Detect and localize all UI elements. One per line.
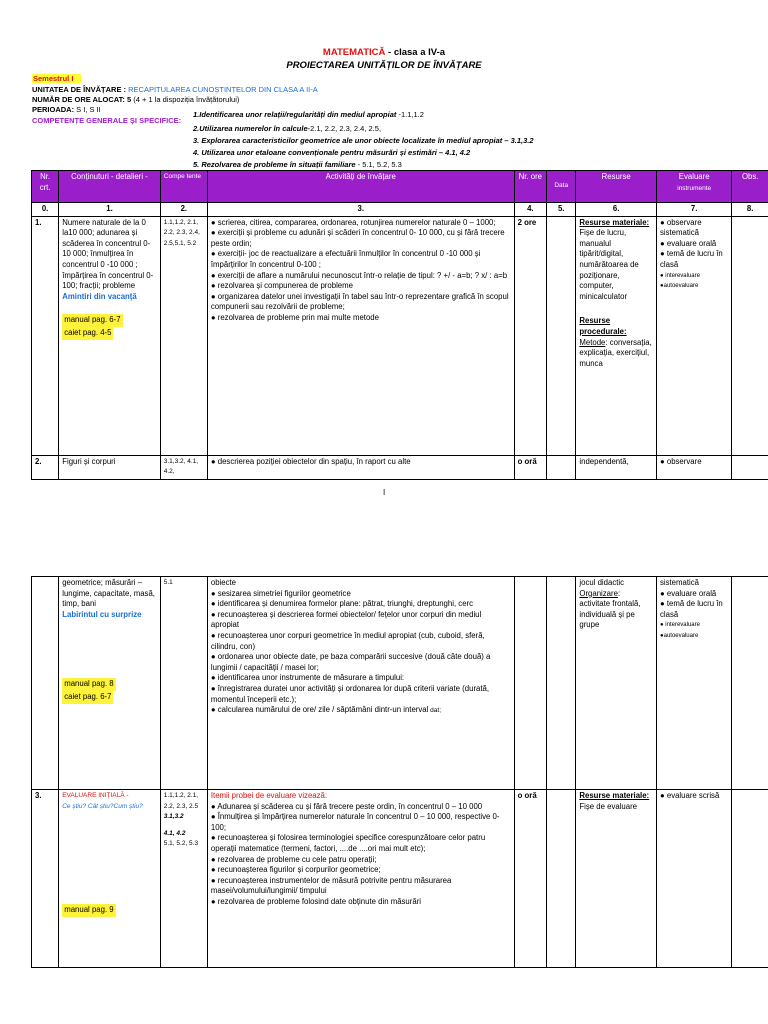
- row2b-date: [547, 577, 576, 790]
- resources-materials-title: Resurse materiale:: [579, 791, 650, 800]
- row1-caiet: caiet pag. 4-5: [62, 327, 113, 340]
- row2-obs: [732, 455, 768, 479]
- activity-item: ● organizarea datelor unei investigații în tabel sau într-o reprezentare grafică în scopul compunerii sau rezolvării de probleme;: [210, 291, 509, 312]
- row2-resources: independentă,: [576, 455, 657, 479]
- header-activitati: Activități de învățare: [207, 171, 514, 203]
- row3-subtitle: Ce știu? Cât știu?Cum știu?: [62, 802, 143, 810]
- activity-item: ● calcularea numărului de ore/ zile / săptămâni dintr-un interval dat;: [210, 705, 442, 715]
- row2b-theme: Labirintul cu surprize: [62, 609, 142, 619]
- eval-item: ● observare sistematică: [659, 217, 702, 238]
- header-data: Data: [547, 171, 576, 203]
- row2b-number: [32, 577, 59, 790]
- row2-competences: 3.1,3.2, 4.1, 4.2,: [160, 455, 207, 479]
- row2b-competences: 5.1: [160, 577, 207, 790]
- competences-label: COMPETENȚE GENERALE ȘI SPECIFICE:: [32, 116, 182, 125]
- page-break-mark: I: [383, 488, 386, 497]
- table-header-row: [32, 171, 768, 203]
- activity-item: ● exerciții- joc de reactualizare a efectuării înmulților în concentrul 0 -10 000 și împărțirilor în concentrul 0-100 ;: [210, 249, 481, 269]
- row-number: 1.: [32, 216, 59, 455]
- resources-procedural-title: Resurse procedurale:: [579, 316, 627, 336]
- index-cell: 5.: [547, 203, 576, 217]
- document-title: [0, 47, 768, 58]
- activity-item: ● exerciții de aflare a numărului necunoscut într-o relație de tipul: ? +/ - a=b; ? x/ : a=b: [210, 270, 508, 280]
- eval-item: ● evaluare orală: [659, 588, 717, 598]
- planning-table-page-1: [31, 170, 768, 480]
- row-number: 2.: [32, 455, 59, 479]
- row3-competences: 1.1,1.2, 2.1, 2.2, 2.3, 2.5 3.1,3.2 4.1, 4.2 5.1, 5.2, 5.3: [160, 790, 207, 968]
- row2b-content: geometrice; măsurări – lungime, capacitate, masă, timp, bani: [62, 578, 155, 609]
- row1-resources: [576, 216, 657, 455]
- index-cell: 7.: [656, 203, 731, 217]
- row2b-manual: manual pag. 8: [62, 678, 115, 691]
- header-resurse: Resurse: [576, 171, 657, 203]
- row1-content: Numere naturale de la 0 la10 000; adunarea și scăderea în concentrul 0- 10 000; înmulțirea în concentrul 0 -10 000 ; împărțirea în concentrul 0-100; fracții; probleme: [62, 217, 154, 291]
- table-row-2: [32, 455, 768, 479]
- resources-materials: Fișe de evaluare: [579, 801, 638, 811]
- row3-resources: [576, 790, 657, 968]
- row2-activity: ● descrierea poziției obiectelor din spațiu, în raport cu alte: [207, 455, 514, 479]
- activity-item: ● scrierea, citirea, compararea, ordonarea, rotunjirea numerelor naturale 0 – 1000;: [210, 217, 496, 227]
- eval-item: ● interevaluare: [659, 272, 700, 279]
- subject-name: MATEMATICĂ: [322, 47, 386, 58]
- index-cell: 0.: [32, 203, 59, 217]
- row1-theme: Amintiri din vacanță: [62, 291, 137, 301]
- index-cell: 1.: [59, 203, 161, 217]
- row2-content: Figuri și corpuri: [59, 455, 161, 479]
- activity-item: ● exerciții și probleme cu adunări și scăderi în concentrul 0- 10 000, cu și fără trecere peste ordin;: [210, 228, 505, 248]
- activity-item: ● identificarea unor instrumente de măsurare a timpului:: [210, 673, 405, 683]
- row1-date: [547, 216, 576, 455]
- row1-activities: [207, 216, 514, 455]
- competence-5: 5. Rezolvarea de probleme în situații familiare - 5.1, 5.2, 5.3: [193, 160, 402, 169]
- row2-eval: ● observare: [656, 455, 731, 479]
- header-competente: Compe tente: [160, 171, 207, 203]
- row-number: 3.: [32, 790, 59, 968]
- competence-3: 3. Explorarea caracteristicilor geometrice ale unor obiecte localizate în mediul apropiat – 3.1,3.2: [193, 136, 534, 145]
- activity-item: ● înregistrarea duratei unor activități și ordonarea lor după criterii variate (durată, momentul începerii etc.);: [210, 683, 490, 704]
- activity-item: ● sesizarea simetriei figurilor geometrice: [210, 588, 351, 598]
- eval-item: ● temă de lucru în clasă: [659, 599, 723, 619]
- resources-materials: Fișe de lucru, manualul tipărit/digital, numărătoarea de poziționare, computer, minicalculator: [579, 228, 639, 301]
- row1-obs: [732, 216, 768, 455]
- activity-item: ● recunoașterea instrumentelor de măsură potrivite pentru măsurarea masei/volumului/lungimii/ timpului: [210, 875, 452, 896]
- row2b-resources: [576, 577, 657, 790]
- resources-organization: Organizare: activitate frontală, individuală și pe grupe: [579, 588, 641, 630]
- row3-obs: [732, 790, 768, 968]
- index-cell: 3.: [207, 203, 514, 217]
- row2b-hours: [514, 577, 546, 790]
- eval-item: ● evaluare orală: [659, 238, 717, 248]
- row3-evaluation: ● evaluare scrisă: [656, 790, 731, 968]
- planning-table-page-2: [31, 576, 768, 968]
- row3-date: [547, 790, 576, 968]
- row2b-caiet: caiet pag. 6-7: [62, 691, 113, 704]
- eval-item: ●autoevaluare: [659, 632, 699, 639]
- activity-item: ● Adunarea și scăderea cu și fără trecere peste ordin, în concentrul 0 – 10 000: [210, 801, 483, 811]
- table-row-3: [32, 790, 768, 968]
- activity-item: ● recunoașterea unor corpuri geometrice în mediul apropiat (cub, cuboid, sferă, cilindru, con): [210, 630, 485, 651]
- row2b-evaluation: [656, 577, 731, 790]
- activity-item: ● identificarea și denumirea formelor plane: pătrat, triunghi, dreptunghi, cerc: [210, 599, 474, 609]
- unit-line: UNITATEA DE ÎNVĂȚARE : RECAPITULAREA CUNOȘTINȚELOR DIN CLASA A II-A: [32, 85, 318, 94]
- row3-activities: [207, 790, 514, 968]
- unit-value: RECAPITULAREA CUNOȘTINȚELOR DIN CLASA A II-A: [128, 85, 318, 94]
- table-row-2-continued: [32, 577, 768, 790]
- eval-item: sistematică: [659, 578, 699, 587]
- activity-item: ● recunoașterea și descrierea formei obiectelor/ fețelor unor corpuri din mediul apropiat: [210, 609, 482, 630]
- header-obs: Obs.: [732, 171, 768, 203]
- eval-item: ● interevaluare: [659, 622, 700, 629]
- period-line: PERIOADA: S I, S II: [32, 105, 101, 114]
- index-cell: 4.: [514, 203, 546, 217]
- resources-game: jocul didactic: [579, 578, 625, 587]
- row1-manual: manual pag. 6-7: [62, 314, 122, 327]
- header-evaluare: Evaluare instrumente: [656, 171, 731, 203]
- row2-date: [547, 455, 576, 479]
- activity-item: obiecte: [210, 578, 237, 587]
- row1-evaluation: [656, 216, 731, 455]
- index-cell: 8.: [732, 203, 768, 217]
- row3-content-cell: [59, 790, 161, 968]
- activity-item: ● recunoașterea și folosirea terminologiei specifice corespunzătoare celor patru operații matematice (termeni, factori, ....de ....ori mai mult etc);: [210, 833, 486, 853]
- index-cell: 6.: [576, 203, 657, 217]
- index-row: [32, 203, 768, 217]
- activity-item: ● rezolvarea de probleme prin mai multe metode: [210, 312, 379, 322]
- row3-activities-title: Itemii probei de evaluare vizează:: [210, 791, 328, 800]
- activity-item: ● rezolvarea și compunerea de probleme: [210, 281, 353, 291]
- competence-1: 1.Identificarea unor relații/regularități din mediul apropiat -1.1,1.2: [193, 110, 424, 119]
- row3-manual: manual pag. 9: [62, 904, 115, 917]
- activity-item: ● ordonarea unor obiecte date, pe baza comparării succesive (două câte două) a lungimii / capacității / masei lor;: [210, 652, 491, 672]
- header-nr: Nr. crt.: [32, 171, 59, 203]
- header-continuturi: Conținuturi - detalieri -: [59, 171, 161, 203]
- document-subtitle: PROIECTAREA UNITĂȚILOR DE ÎNVĂȚARE: [286, 60, 482, 71]
- row1-hours: 2 ore: [514, 216, 546, 455]
- competence-4: 4. Utilizarea unor etaloane convenționale pentru măsurări și estimări – 4.1, 4.2: [193, 148, 471, 157]
- row3-title: EVALUARE INIȚIALĂ -: [62, 792, 129, 799]
- row2b-content-cell: [59, 577, 161, 790]
- activity-item: ● rezolvarea de probleme cu cele patru operații;: [210, 854, 377, 864]
- eval-item: ●autoevaluare: [659, 283, 699, 290]
- table-row-1: [32, 216, 768, 455]
- hours-line: NUMĂR DE ORE ALOCAT: 5 (4 + 1 la dispoziția învățătorului): [32, 95, 240, 104]
- row2b-activities: [207, 577, 514, 790]
- row1-competences: 1.1,1.2, 2.1, 2.2, 2.3, 2.4, 2.5,5.1, 5.2: [160, 216, 207, 455]
- row3-hours: o oră: [514, 790, 546, 968]
- index-cell: 2.: [160, 203, 207, 217]
- row1-content-cell: [59, 216, 161, 455]
- competence-2: 2.Utilizarea numerelor în calcule-2.1, 2.2, 2.3, 2.4, 2.5,: [193, 124, 382, 133]
- header-nr-ore: Nr. ore: [514, 171, 546, 203]
- row2b-obs: [732, 577, 768, 790]
- eval-item: ● temă de lucru în clasă: [659, 249, 723, 269]
- resources-materials-title: Resurse materiale:: [579, 217, 650, 227]
- activity-item: ● recunoașterea figurilor și corpurilor geometrice;: [210, 865, 381, 875]
- semester-label: Semestrul I: [32, 74, 81, 84]
- activity-item: ● rezolvarea de probleme folosind date obținute din măsurări: [210, 896, 422, 906]
- row2-hours: o oră: [514, 455, 546, 479]
- class-name: - clasa a IV-a: [385, 47, 446, 58]
- resources-methods: Metode: conversația, explicația, exercițiul, munca: [579, 337, 652, 368]
- activity-item: ● Înmulțirea și împărțirea numerelor naturale în concentrul 0 – 10 000, respective 0-100;: [210, 812, 500, 832]
